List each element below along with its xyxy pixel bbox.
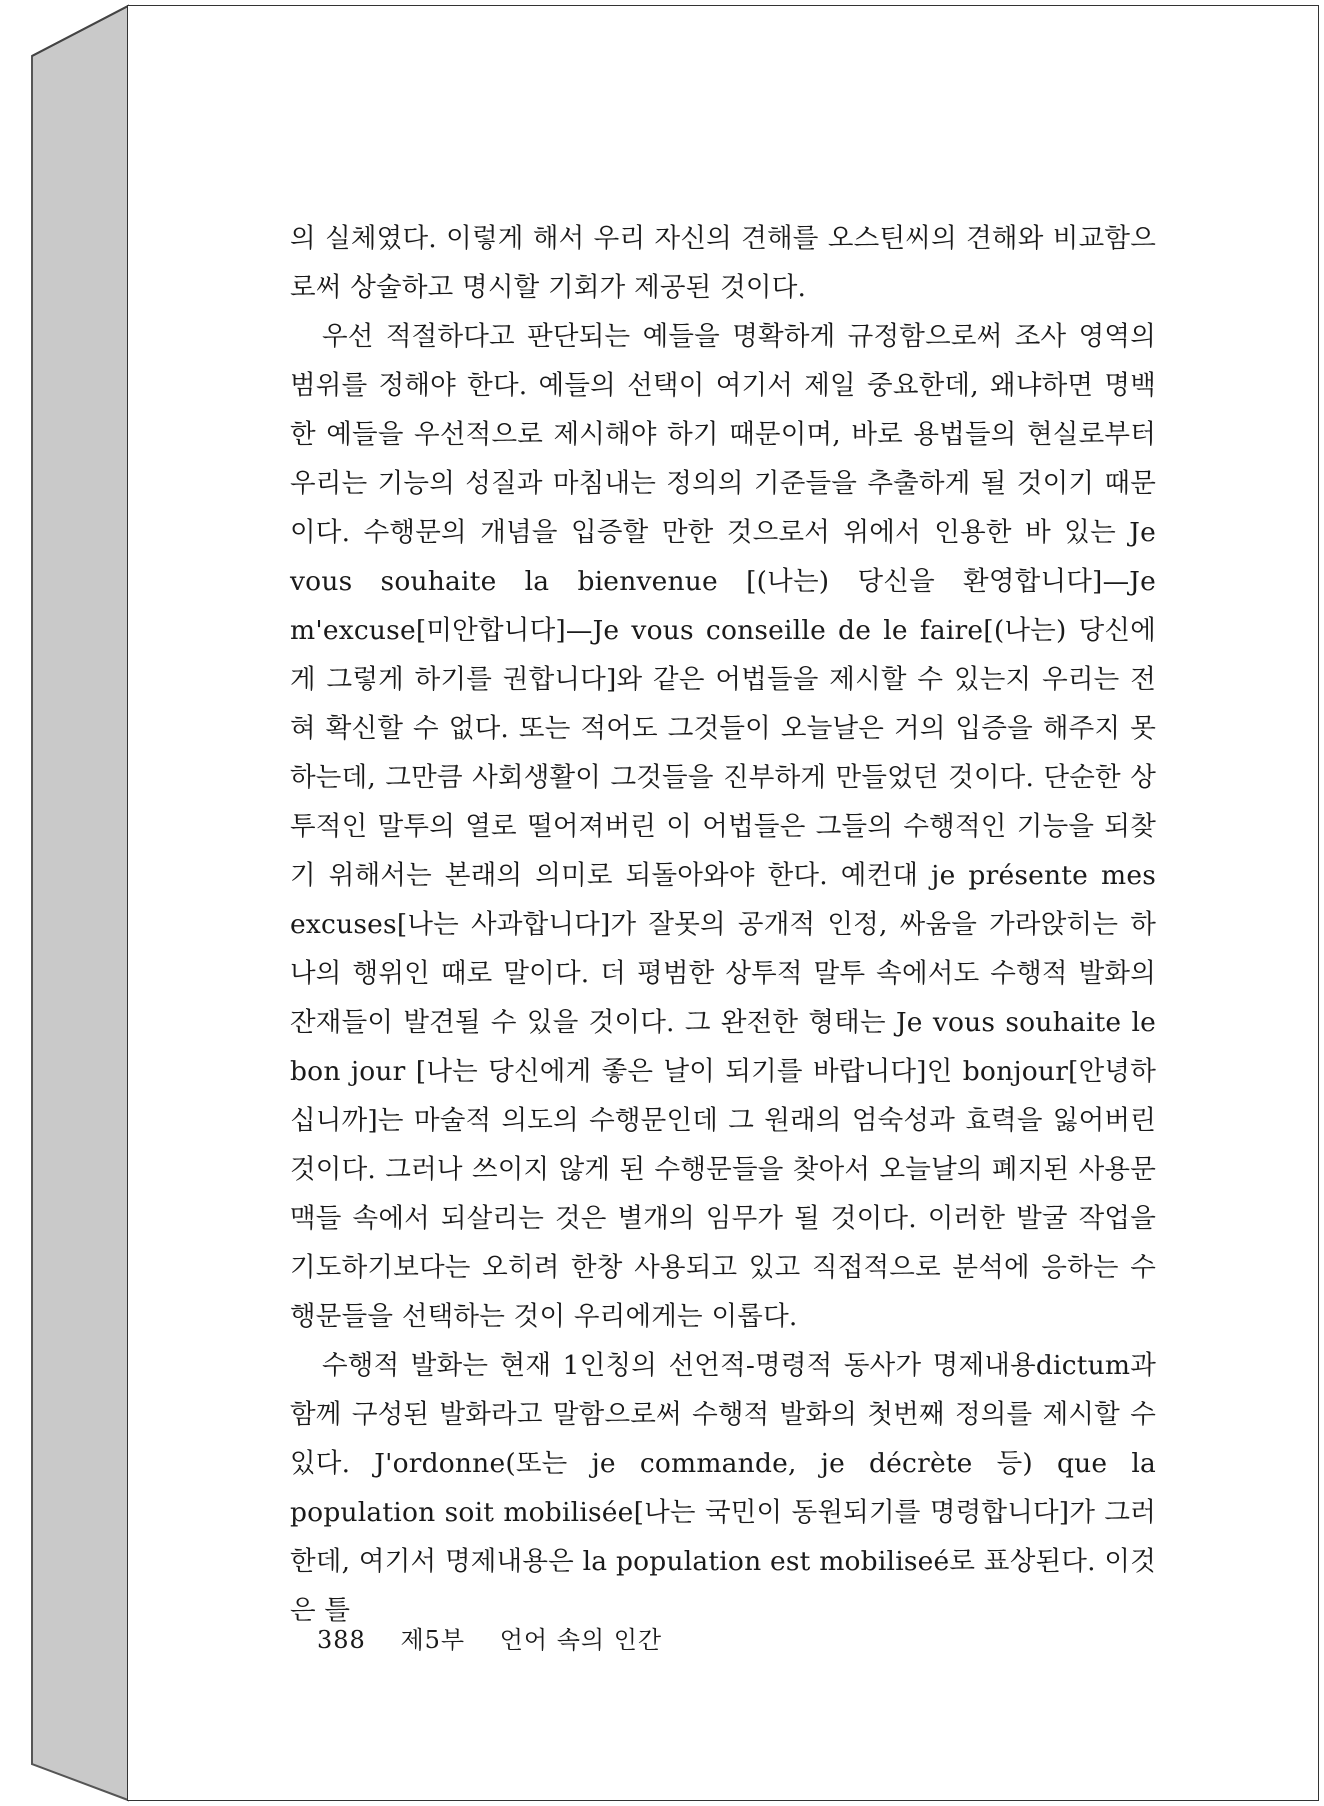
paragraph-1: 의 실체였다. 이렇게 해서 우리 자신의 견해를 오스틴씨의 견해와 비교함으로써 상술하고 명시할 기회가 제공된 것이다. (290, 223, 1156, 303)
page-footer (317, 1620, 688, 1655)
book-page (128, 6, 1318, 1800)
page-number: 388 (317, 1626, 366, 1654)
body-text (290, 214, 1156, 1635)
part-title: 언어 속의 인간 (499, 1626, 663, 1654)
paragraph-2: 우선 적절하다고 판단되는 예들을 명확하게 규정함으로써 조사 영역의 범위를 정해야 한다. 예들의 선택이 여기서 제일 중요한데, 왜냐하면 명백한 예들을 우선적으로 제시해야 하기 때문이며, 바로 용법들의 현실로부터 우리는 기능의 성질과 마침내는 정의의 기준들을 추출하게 될 것이기 때문이다. 수행문의 개념을 입증할 만한 것으로서 위에서 인용한 바 있는 Je vous souhaite la bienvenue [(나는) 당신을 환영합니다]—Je m'excuse[미안합니다]—Je vous conseille de le faire[(나는) 당신에게 그렇게 하기를 권합니다]와 같은 어법들을 제시할 수 있는지 우리는 전혀 확신할 수 없다. 또는 적어도 그것들이 오늘날은 거의 입증을 해주지 못하는데, 그만큼 사회생활이 그것들을 진부하게 만들었던 것이다. 단순한 상투적인 말투의 열로 떨어져버린 이 어법들은 그들의 수행적인 기능을 되찾기 위해서는 본래의 의미로 되돌아와야 한다. 예컨대 je présente mes excuses[나는 사과합니다]가 잘못의 공개적 인정, 싸움을 가라앉히는 하나의 행위인 때로 말이다. 더 평범한 상투적 말투 속에서도 수행적 발화의 잔재들이 발견될 수 있을 것이다. 그 완전한 형태는 Je vous souhaite le bon jour [나는 당신에게 좋은 날이 되기를 바랍니다]인 bonjour[안녕하십니까]는 마술적 의도의 수행문인데 그 원래의 엄숙성과 효력을 잃어버린 것이다. 그러나 쓰이지 않게 된 수행문들을 찾아서 오늘날의 폐지된 사용문맥들 속에서 되살리는 것은 별개의 임무가 될 것이다. 이러한 발굴 작업을 기도하기보다는 오히려 한창 사용되고 있고 직접적으로 분석에 응하는 수행문들을 선택하는 것이 우리에게는 이롭다. (290, 321, 1156, 1332)
part-label: 제5부 (400, 1626, 466, 1654)
paragraph-3: 수행적 발화는 현재 1인칭의 선언적-명령적 동사가 명제내용dictum과 함께 구성된 발화라고 말함으로써 수행적 발화의 첫번째 정의를 제시할 수 있다. J'ordonne(또는 je commande, je décrète 등) que la population soit mobilisée[나는 국민이 동원되기를 명령합니다]가 그러한데, 여기서 명제내용은 la population est mobiliseé로 표상된다. 이것은 틀 (290, 1350, 1156, 1626)
